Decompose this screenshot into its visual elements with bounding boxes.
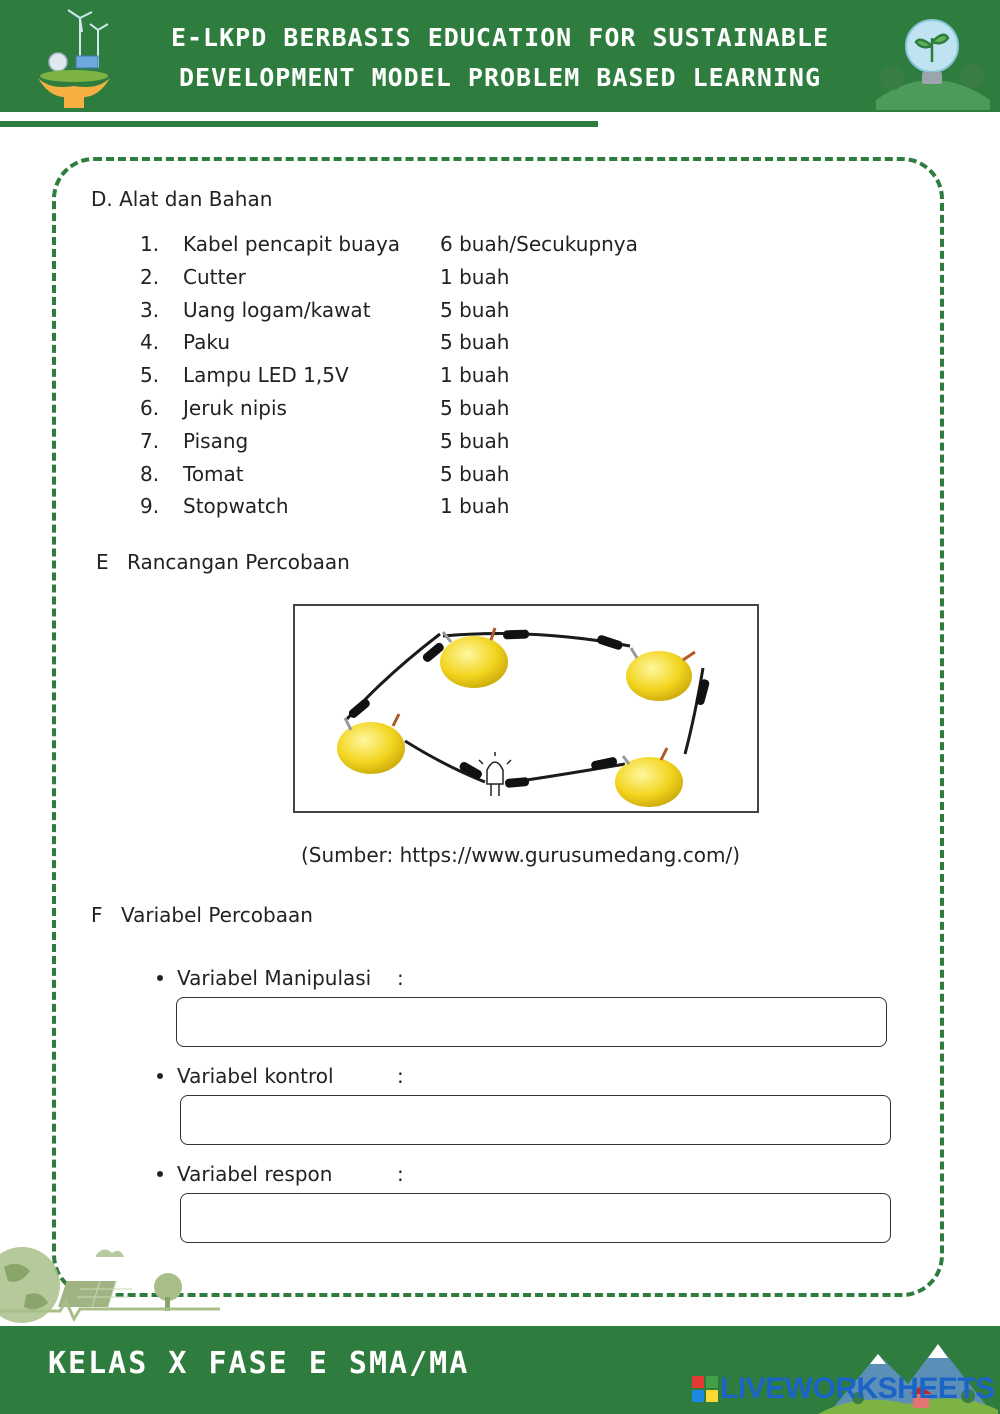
item-number: 9. <box>140 494 160 518</box>
section-f-title: Variabel Percobaan <box>121 903 313 927</box>
lemon-battery-diagram <box>293 604 759 813</box>
item-name: Jeruk nipis <box>183 396 287 420</box>
item-number: 4. <box>140 330 160 354</box>
section-e-title: Rancangan Percobaan <box>127 550 350 574</box>
diagram-caption: (Sumber: https://www.gurusumedang.com/) <box>301 843 740 867</box>
item-number: 8. <box>140 462 160 486</box>
variable-kontrol-answer-box[interactable] <box>180 1095 891 1145</box>
item-name: Cutter <box>183 265 246 289</box>
lemon-circuit-illustration <box>295 606 757 811</box>
item-quantity: 5 buah <box>440 462 510 486</box>
liveworksheets-logo[interactable] <box>692 1372 995 1406</box>
item-name: Stopwatch <box>183 494 289 518</box>
item-quantity: 6 buah/Secukupnya <box>440 232 638 256</box>
item-number: 3. <box>140 298 160 322</box>
section-e-letter: E <box>96 550 109 574</box>
item-name: Pisang <box>183 429 249 453</box>
variable-colon: : <box>397 1064 404 1088</box>
liveworksheets-grid-icon <box>692 1376 718 1402</box>
page-title <box>120 18 880 98</box>
bullet-icon <box>157 975 163 981</box>
variable-manipulasi-answer-box[interactable] <box>176 997 887 1047</box>
footer-class-label: KELAS X FASE E SMA/MA <box>48 1346 470 1381</box>
header-banner <box>0 0 1000 112</box>
item-name: Lampu LED 1,5V <box>183 363 349 387</box>
bullet-icon <box>157 1171 163 1177</box>
led-icon <box>479 752 511 796</box>
variable-label: Variabel Manipulasi <box>177 966 372 990</box>
section-d-title: D. Alat dan Bahan <box>91 187 273 211</box>
variable-label: Variabel kontrol <box>177 1064 334 1088</box>
item-name: Uang logam/kawat <box>183 298 371 322</box>
item-number: 7. <box>140 429 160 453</box>
header-underline <box>0 121 598 127</box>
section-f-letter: F <box>91 903 103 927</box>
variable-colon: : <box>397 966 404 990</box>
title-line-2: DEVELOPMENT MODEL PROBLEM BASED LEARNING <box>178 63 822 92</box>
item-quantity: 1 buah <box>440 265 510 289</box>
lightbulb-earth-icon <box>872 10 994 110</box>
variable-label: Variabel respon <box>177 1162 333 1186</box>
item-number: 2. <box>140 265 160 289</box>
item-quantity: 1 buah <box>440 363 510 387</box>
liveworksheets-logo-text: LIVEWORKSHEETS <box>720 1372 995 1405</box>
item-quantity: 5 buah <box>440 396 510 420</box>
title-line-1: E-LKPD BERBASIS EDUCATION FOR SUSTAINABLE <box>170 23 830 52</box>
variable-respon-answer-box[interactable] <box>180 1193 891 1243</box>
item-name: Tomat <box>183 462 244 486</box>
eco-earth-solar-icon <box>0 1215 220 1325</box>
item-quantity: 5 buah <box>440 330 510 354</box>
item-number: 5. <box>140 363 160 387</box>
item-quantity: 5 buah <box>440 298 510 322</box>
bullet-icon <box>157 1073 163 1079</box>
item-name: Paku <box>183 330 231 354</box>
item-number: 1. <box>140 232 160 256</box>
item-name: Kabel pencapit buaya <box>183 232 401 256</box>
item-quantity: 5 buah <box>440 429 510 453</box>
wind-turbine-hands-icon <box>28 6 120 110</box>
item-quantity: 1 buah <box>440 494 510 518</box>
item-number: 6. <box>140 396 160 420</box>
variable-colon: : <box>397 1162 404 1186</box>
